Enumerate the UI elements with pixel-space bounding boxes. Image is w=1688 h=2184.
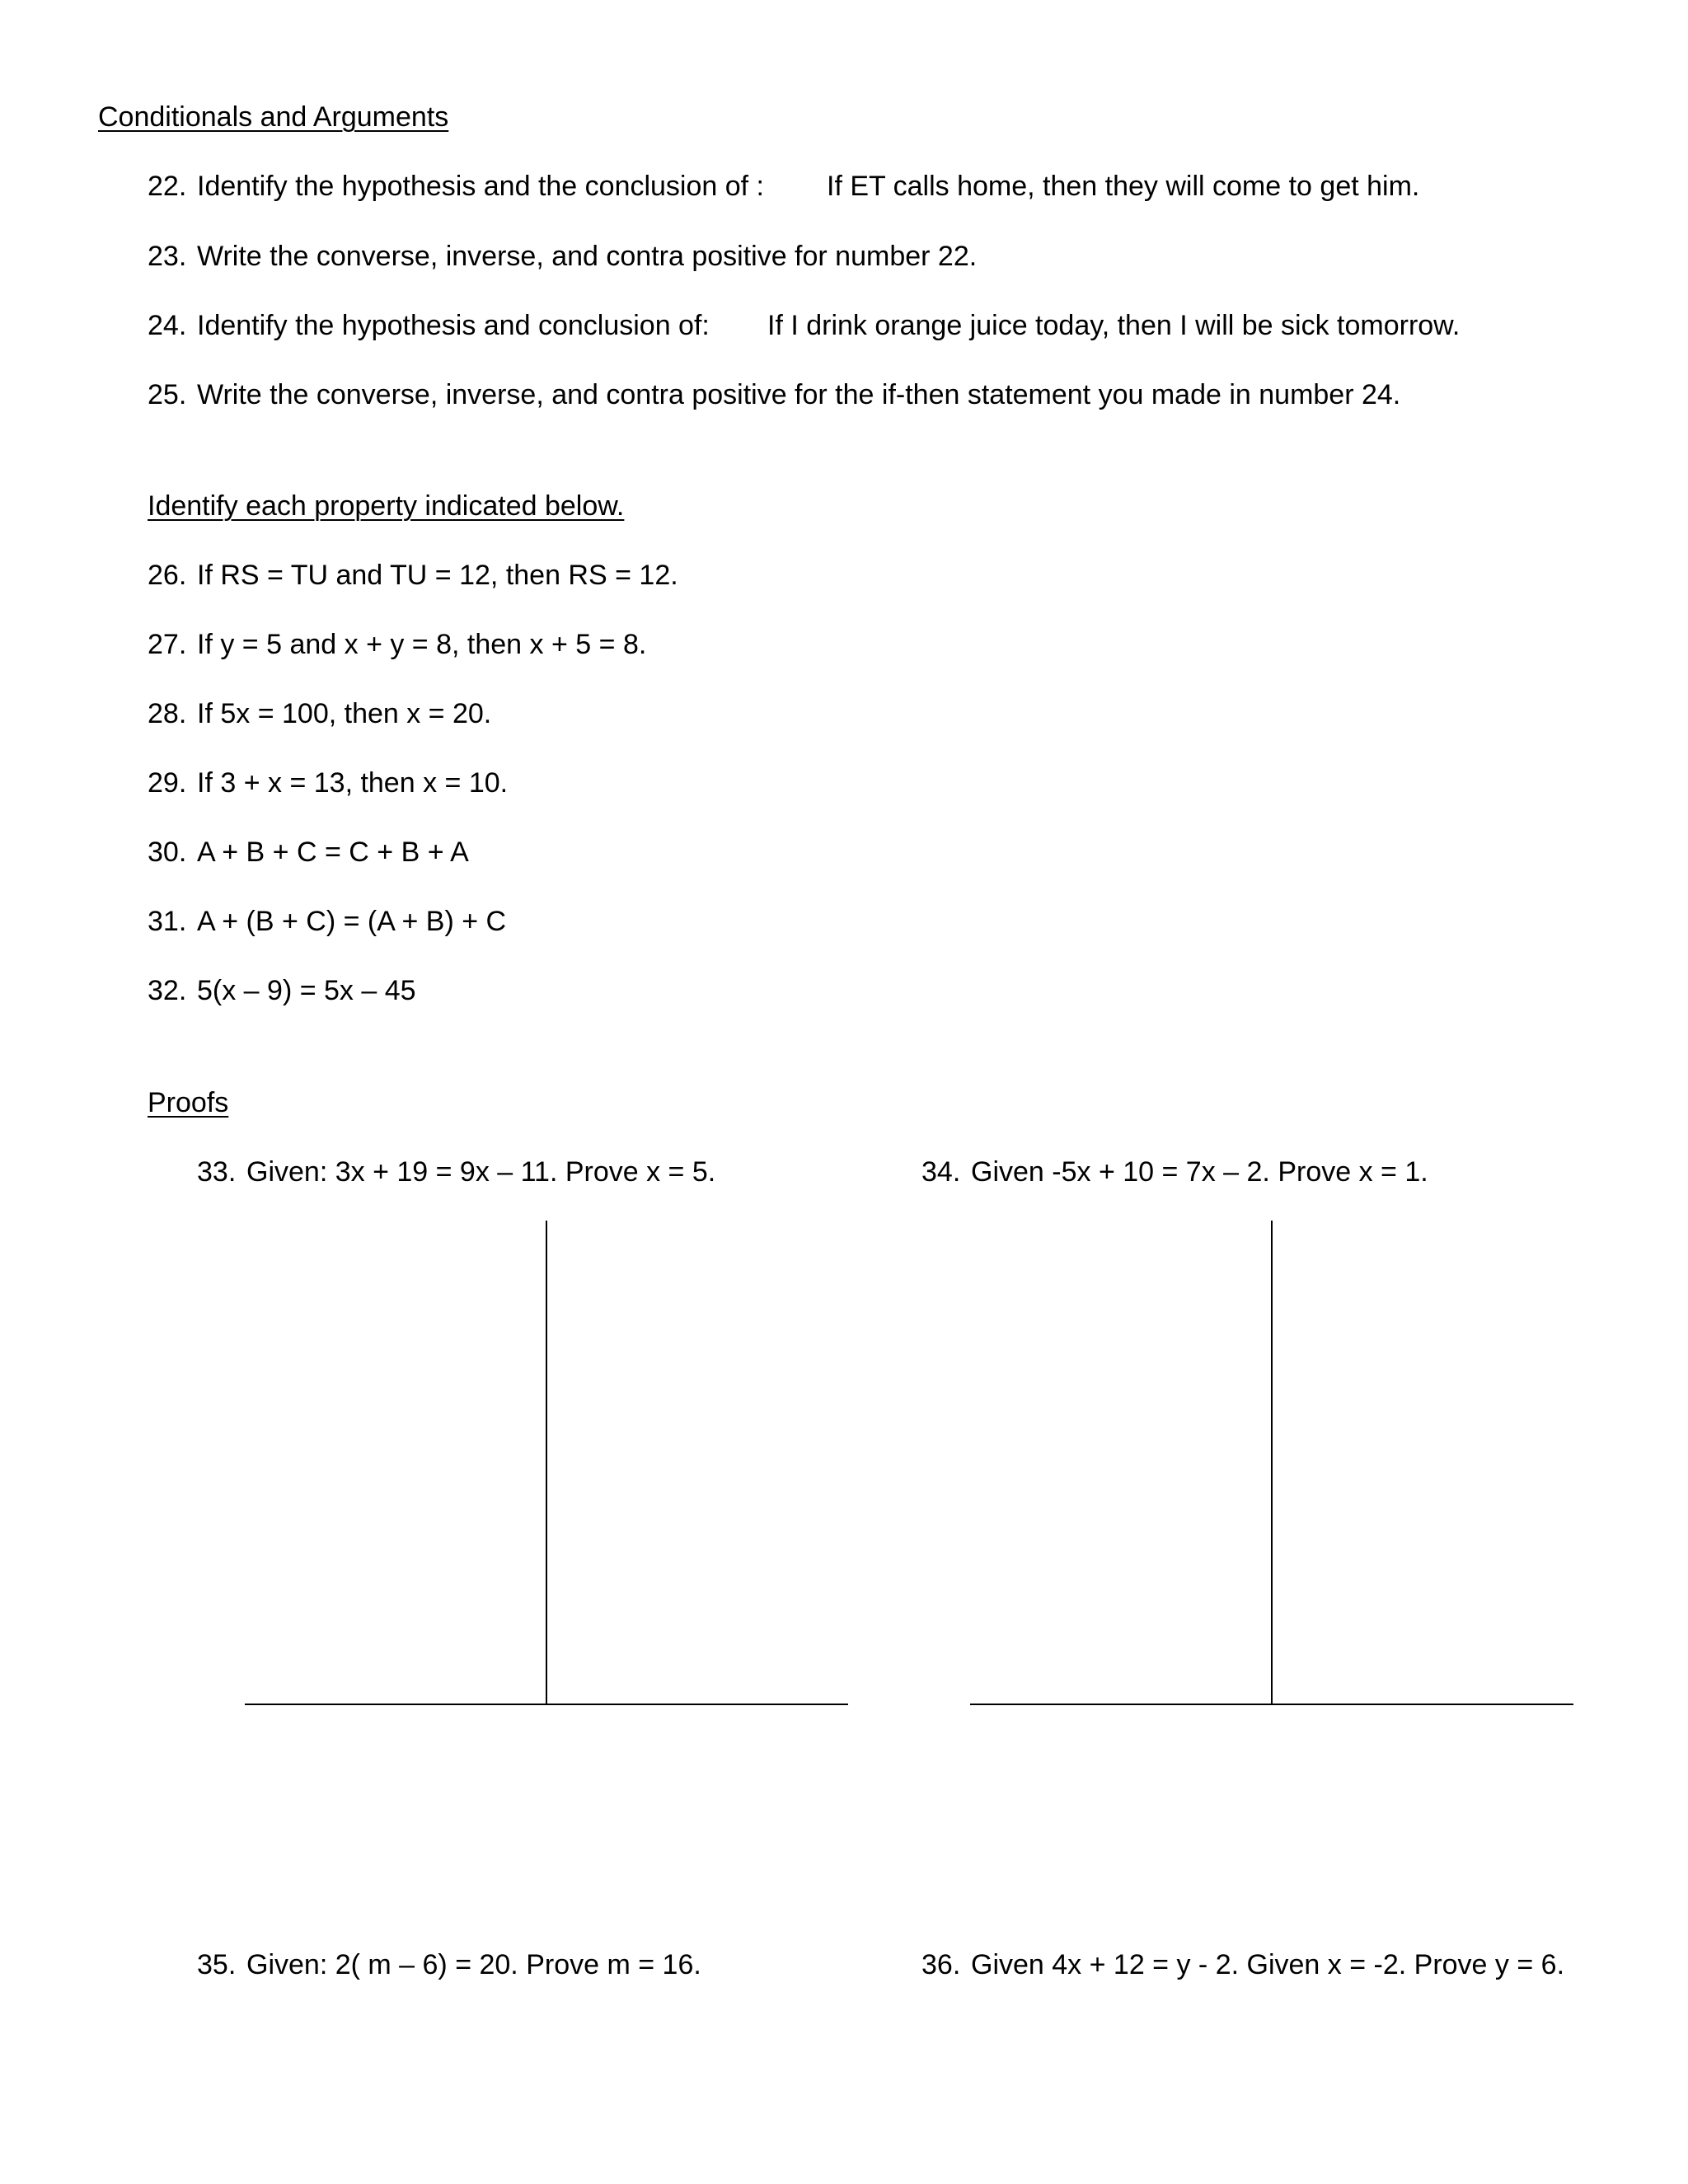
question-text: Given: 3x + 19 = 9x – 11. Prove x = 5. (246, 1156, 716, 1188)
section-heading-properties: Identify each property indicated below. (148, 490, 625, 522)
question-text: If 5x = 100, then x = 20. (197, 698, 492, 729)
t-chart-divider (1271, 1221, 1273, 1705)
question-number: 30. (148, 837, 187, 868)
question-text: Write the converse, inverse, and contra positive for the if-then statement you made in number 24. (197, 379, 1401, 410)
proof-t-chart-33 (245, 1221, 848, 1705)
section-heading-proofs: Proofs (148, 1087, 229, 1118)
question-number: 26. (148, 560, 187, 591)
question-text: Identify the hypothesis and the conclusion of : (197, 171, 765, 202)
question-number: 34. (921, 1156, 961, 1188)
section-heading-conditionals: Conditionals and Arguments (98, 101, 449, 133)
question-text: If y = 5 and x + y = 8, then x + 5 = 8. (197, 629, 647, 660)
question-text: A + (B + C) = (A + B) + C (197, 906, 507, 937)
question-number: 29. (148, 767, 187, 799)
question-text: Write the converse, inverse, and contra positive for number 22. (197, 241, 978, 272)
question-text: If RS = TU and TU = 12, then RS = 12. (197, 560, 678, 591)
proof-t-chart-34 (970, 1221, 1573, 1705)
conditional-statement: If ET calls home, then they will come to get him. (827, 171, 1420, 202)
question-text: 5(x – 9) = 5x – 45 (197, 975, 416, 1006)
t-chart-baseline (245, 1704, 848, 1705)
question-text: Given 4x + 12 = y - 2. Given x = -2. Prove y = 6. (971, 1949, 1565, 1980)
question-text: Given -5x + 10 = 7x – 2. Prove x = 1. (971, 1156, 1428, 1188)
t-chart-baseline (970, 1704, 1573, 1705)
question-number: 23. (148, 241, 187, 272)
question-number: 24. (148, 310, 187, 341)
question-text: A + B + C = C + B + A (197, 837, 469, 868)
question-text: Given: 2( m – 6) = 20. Prove m = 16. (246, 1949, 701, 1980)
t-chart-divider (546, 1221, 547, 1705)
question-text: If 3 + x = 13, then x = 10. (197, 767, 509, 799)
question-number: 32. (148, 975, 187, 1006)
question-text: Identify the hypothesis and conclusion of: (197, 310, 710, 341)
question-number: 22. (148, 171, 187, 202)
question-number: 27. (148, 629, 187, 660)
question-number: 36. (921, 1949, 961, 1980)
question-number: 33. (197, 1156, 237, 1188)
question-number: 31. (148, 906, 187, 937)
conditional-statement: If I drink orange juice today, then I will be sick tomorrow. (767, 310, 1461, 341)
question-number: 35. (197, 1949, 237, 1980)
question-number: 28. (148, 698, 187, 729)
question-number: 25. (148, 379, 187, 410)
